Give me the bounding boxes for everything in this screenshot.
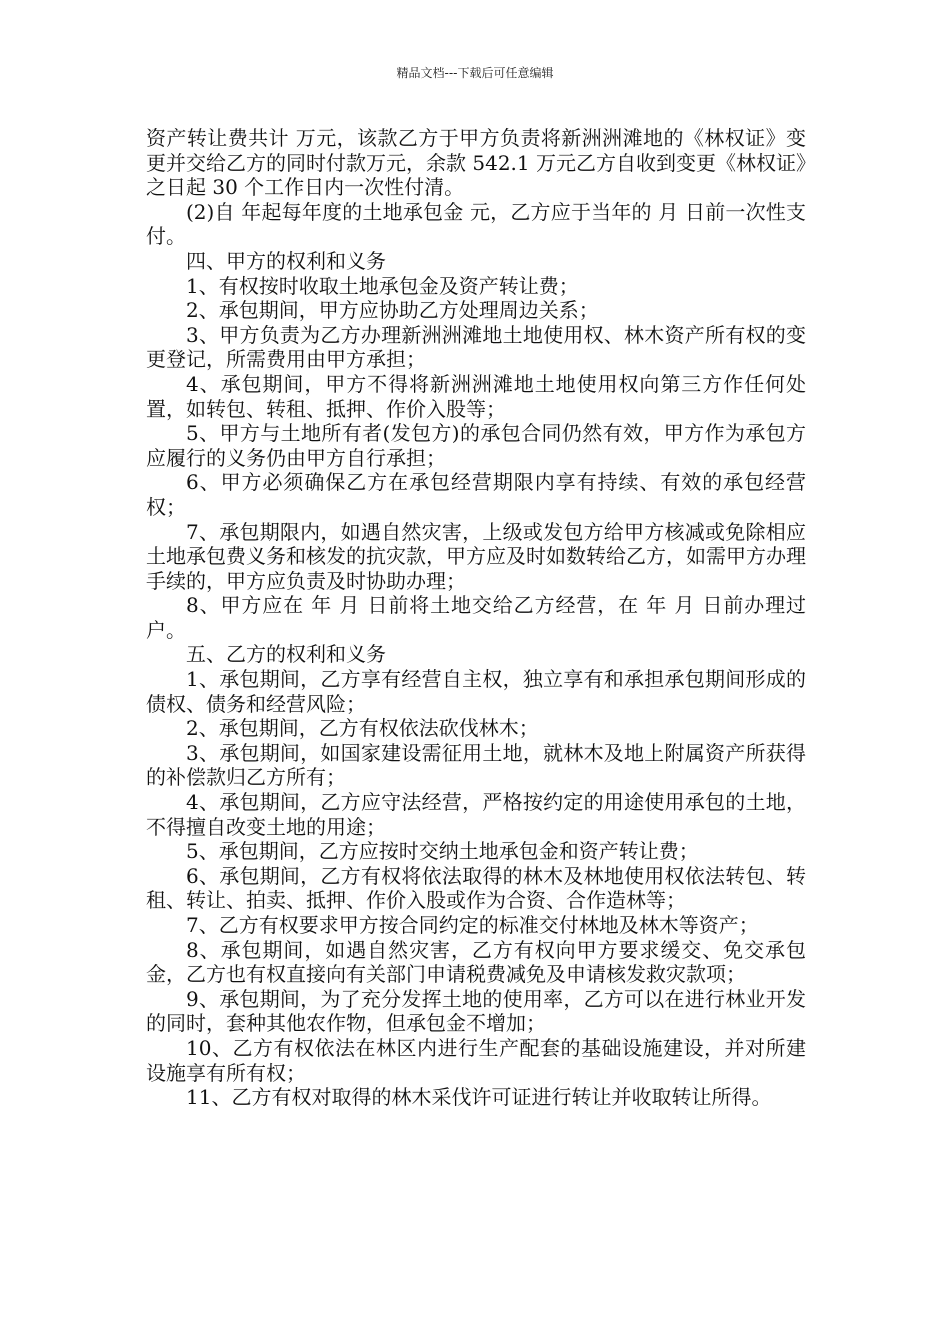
paragraph-annual-land-contract-fee: (2)自 年起每年度的土地承包金 元，乙方应于当年的 月 日前一次性支付。	[146, 199, 806, 249]
clause-a-7: 7、承包期限内，如遇自然灾害，上级或发包方给甲方核减或免除相应土地承包费义务和核发的抗灾款，甲方应及时如数转给乙方，如需甲方办理手续的，甲方应负责及时协助办理；	[146, 519, 806, 593]
clause-b-10: 10、乙方有权依法在林区内进行生产配套的基础设施建设，并对所建设施享有所有权；	[146, 1035, 806, 1085]
clause-b-9: 9、承包期间，为了充分发挥土地的使用率，乙方可以在进行林业开发的同时，套种其他农作物，但承包金不增加；	[146, 986, 806, 1036]
clause-a-3: 3、甲方负责为乙方办理新洲洲滩地土地使用权、林木资产所有权的变更登记，所需费用由甲方承担；	[146, 322, 806, 372]
clause-a-4: 4、承包期间，甲方不得将新洲洲滩地土地使用权向第三方作任何处置，如转包、转租、抵押、作价入股等；	[146, 371, 806, 421]
clause-b-2: 2、承包期间，乙方有权依法砍伐林木；	[186, 716, 539, 741]
paragraph-asset-transfer-fee: 资产转让费共计 万元，该款乙方于甲方负责将新洲洲滩地的《林权证》变更并交给乙方的同时付款万元，余款 542.1 万元乙方自收到变更《林权证》之日起 30 个工作日内一次性付清。	[146, 126, 806, 200]
clause-a-6: 6、甲方必须确保乙方在承包经营期限内享有持续、有效的承包经营权；	[146, 470, 806, 519]
clause-b-4: 4、承包期间，乙方应守法经营，严格按约定的用途使用承包的土地，不得擅自改变土地的用途；	[146, 790, 806, 839]
clause-a-2: 2、承包期间，甲方应协助乙方处理周边关系；	[186, 298, 599, 323]
clause-b-7: 7、乙方有权要求甲方按合同约定的标准交付林地及林木等资产；	[186, 913, 759, 937]
clause-a-8: 8、甲方应在 年 月 日前将土地交给乙方经营，在 年 月 日前办理过户。	[146, 593, 806, 642]
document-body	[146, 126, 806, 1110]
clause-b-6: 6、承包期间，乙方有权将依法取得的林木及林地使用权依法转包、转租、转让、拍卖、抵押、作价入股或作为合资、合作造林等；	[146, 863, 806, 913]
clause-a-5: 5、甲方与土地所有者(发包方)的承包合同仍然有效，甲方作为承包方应履行的义务仍由甲方自行承担；	[146, 421, 806, 470]
clause-b-5: 5、承包期间，乙方应按时交纳土地承包金和资产转让费；	[186, 839, 699, 864]
section-heading-party-b-rights: 五、乙方的权利和义务	[186, 642, 386, 667]
clause-a-1: 1、有权按时收取土地承包金及资产转让费；	[186, 273, 579, 298]
clause-b-1: 1、承包期间，乙方享有经营自主权，独立享有和承担承包期间形成的债权、债务和经营风险；	[146, 667, 806, 716]
clause-b-8: 8、承包期间，如遇自然灾害，乙方有权向甲方要求缓交、免交承包金，乙方也有权直接向有关部门申请税费减免及申请核发救灾款项；	[146, 937, 806, 987]
clause-b-11: 11、乙方有权对取得的林木采伐许可证进行转让并收取转让所得。	[186, 1085, 772, 1110]
section-heading-party-a-rights: 四、甲方的权利和义务	[186, 248, 386, 273]
page-header: 精品文档---下载后可任意编辑	[396, 66, 554, 80]
clause-b-3: 3、承包期间，如国家建设需征用土地，就林木及地上附属资产所获得的补偿款归乙方所有；	[146, 740, 806, 790]
